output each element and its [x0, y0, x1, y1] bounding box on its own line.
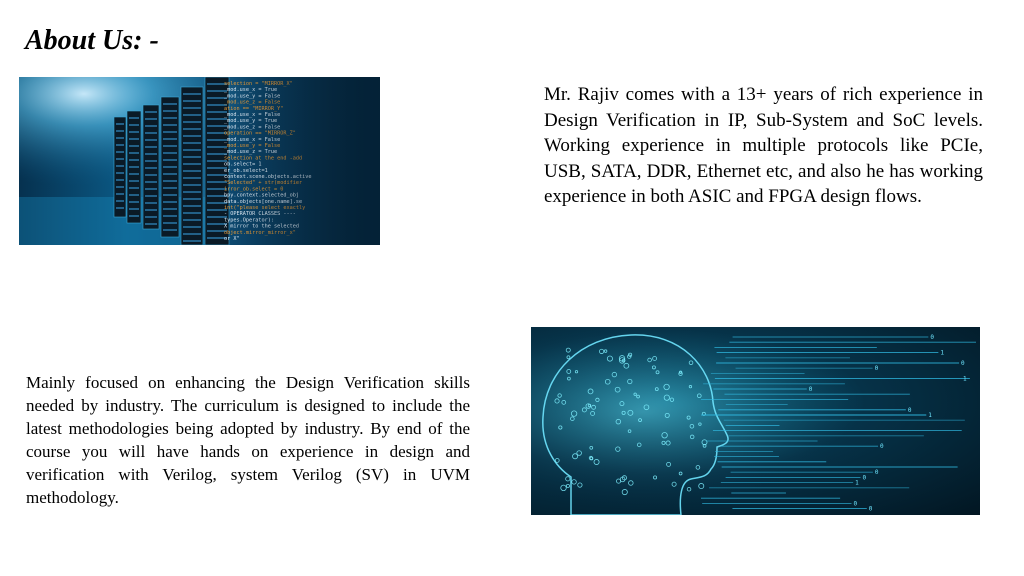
rack-led	[163, 103, 177, 105]
rack-led	[116, 172, 124, 174]
rack-led	[116, 151, 124, 153]
rack-led	[145, 167, 157, 169]
binary-digit: 0	[930, 334, 934, 341]
rack-led	[183, 240, 201, 242]
rack-led	[163, 180, 177, 182]
rack-led	[183, 205, 201, 207]
server-rack	[181, 87, 203, 245]
rack-led	[183, 142, 201, 144]
rack-led	[163, 173, 177, 175]
rack-led	[116, 144, 124, 146]
rack-led	[129, 187, 139, 189]
rack-led	[183, 135, 201, 137]
rack-led	[183, 156, 201, 158]
rack-led	[163, 201, 177, 203]
rack-led	[129, 173, 139, 175]
rack-led	[183, 198, 201, 200]
rack-led	[145, 111, 157, 113]
rack-led	[116, 165, 124, 167]
rack-led	[163, 187, 177, 189]
rack-led	[129, 152, 139, 154]
rack-led	[129, 208, 139, 210]
rack-led	[145, 216, 157, 218]
rack-led	[129, 131, 139, 133]
binary-digit: 0	[853, 500, 858, 508]
binary-digit: 1	[940, 349, 944, 357]
ai-circuit-head-image	[531, 327, 980, 515]
binary-digit: 0	[862, 474, 867, 482]
rack-led	[145, 146, 157, 148]
server-racks-code-image	[19, 77, 380, 245]
rack-led	[145, 139, 157, 141]
rack-led	[163, 117, 177, 119]
rack-led	[145, 160, 157, 162]
rack-led	[183, 128, 201, 130]
rack-led	[163, 124, 177, 126]
rack-led	[145, 132, 157, 134]
rack-led	[116, 207, 124, 209]
rack-led	[183, 191, 201, 193]
binary-digit: 0	[907, 406, 912, 414]
rack-led	[183, 114, 201, 116]
rack-led	[183, 121, 201, 123]
rack-led	[163, 222, 177, 224]
rack-led	[116, 193, 124, 195]
rack-led	[183, 226, 201, 228]
binary-digit: 0	[961, 360, 965, 367]
rack-led	[129, 194, 139, 196]
rack-led	[116, 137, 124, 139]
rack-led	[183, 149, 201, 151]
binary-digit: 1	[855, 479, 859, 487]
rack-led	[129, 180, 139, 182]
rack-led	[183, 170, 201, 172]
course-paragraph: Mainly focused on enhancing the Design Verification skills needed by industry. The curriculum is designed to include the latest methodologies being adopted by industry. By end of the course you will have hands on experience in design and verification with Verilog, system Verilog (SV) in UVM methodology.	[26, 373, 470, 507]
rack-led	[145, 118, 157, 120]
rack-led	[183, 107, 201, 109]
rack-led	[145, 195, 157, 197]
rack-led	[145, 223, 157, 225]
rack-led	[183, 233, 201, 235]
rack-led	[129, 124, 139, 126]
rack-led	[183, 100, 201, 102]
rack-led	[145, 202, 157, 204]
rack-led	[183, 163, 201, 165]
rack-led	[145, 153, 157, 155]
bio-paragraph: Mr. Rajiv comes with a 13+ years of rich experience in Design Verification in IP, Sub-System and SoC levels. Working experience in multiple protocols like PCIe, USB, SATA, DDR, Ethernet etc, and also he has working experience in both ASIC and FPGA design flows.	[544, 84, 983, 207]
page-title: About Us: -	[25, 25, 159, 56]
rack-led	[129, 159, 139, 161]
rack-led	[116, 130, 124, 132]
rack-led	[163, 194, 177, 196]
rack-led	[163, 215, 177, 217]
binary-digit: 1	[928, 412, 932, 419]
rack-led	[129, 215, 139, 217]
rack-led	[145, 188, 157, 190]
rack-led	[183, 184, 201, 186]
rack-led	[163, 152, 177, 154]
rack-led	[129, 117, 139, 119]
rack-led	[116, 179, 124, 181]
binary-digit: 0	[808, 386, 813, 393]
binary-digit: 0	[880, 443, 884, 451]
rack-led	[116, 200, 124, 202]
rack-led	[183, 93, 201, 95]
rack-led	[163, 159, 177, 161]
rack-led	[145, 181, 157, 183]
rack-led	[163, 166, 177, 168]
rack-led	[183, 219, 201, 221]
rack-led	[145, 125, 157, 127]
rack-led	[129, 138, 139, 140]
rack-led	[163, 145, 177, 147]
binary-digit: 0	[874, 365, 879, 373]
rack-led	[163, 138, 177, 140]
rack-led	[163, 229, 177, 231]
rack-led	[163, 208, 177, 210]
rack-led	[116, 186, 124, 188]
rack-led	[129, 166, 139, 168]
rack-led	[163, 131, 177, 133]
binary-digit: 0	[874, 469, 879, 477]
rack-led	[129, 201, 139, 203]
rack-led	[183, 177, 201, 179]
rack-led	[145, 209, 157, 211]
rack-led	[116, 123, 124, 125]
rack-led	[145, 174, 157, 176]
binary-digit: 1	[963, 375, 967, 383]
rack-led	[183, 212, 201, 214]
binary-digit: 0	[868, 505, 873, 513]
rack-led	[163, 110, 177, 112]
rack-led	[116, 158, 124, 160]
rack-led	[129, 145, 139, 147]
